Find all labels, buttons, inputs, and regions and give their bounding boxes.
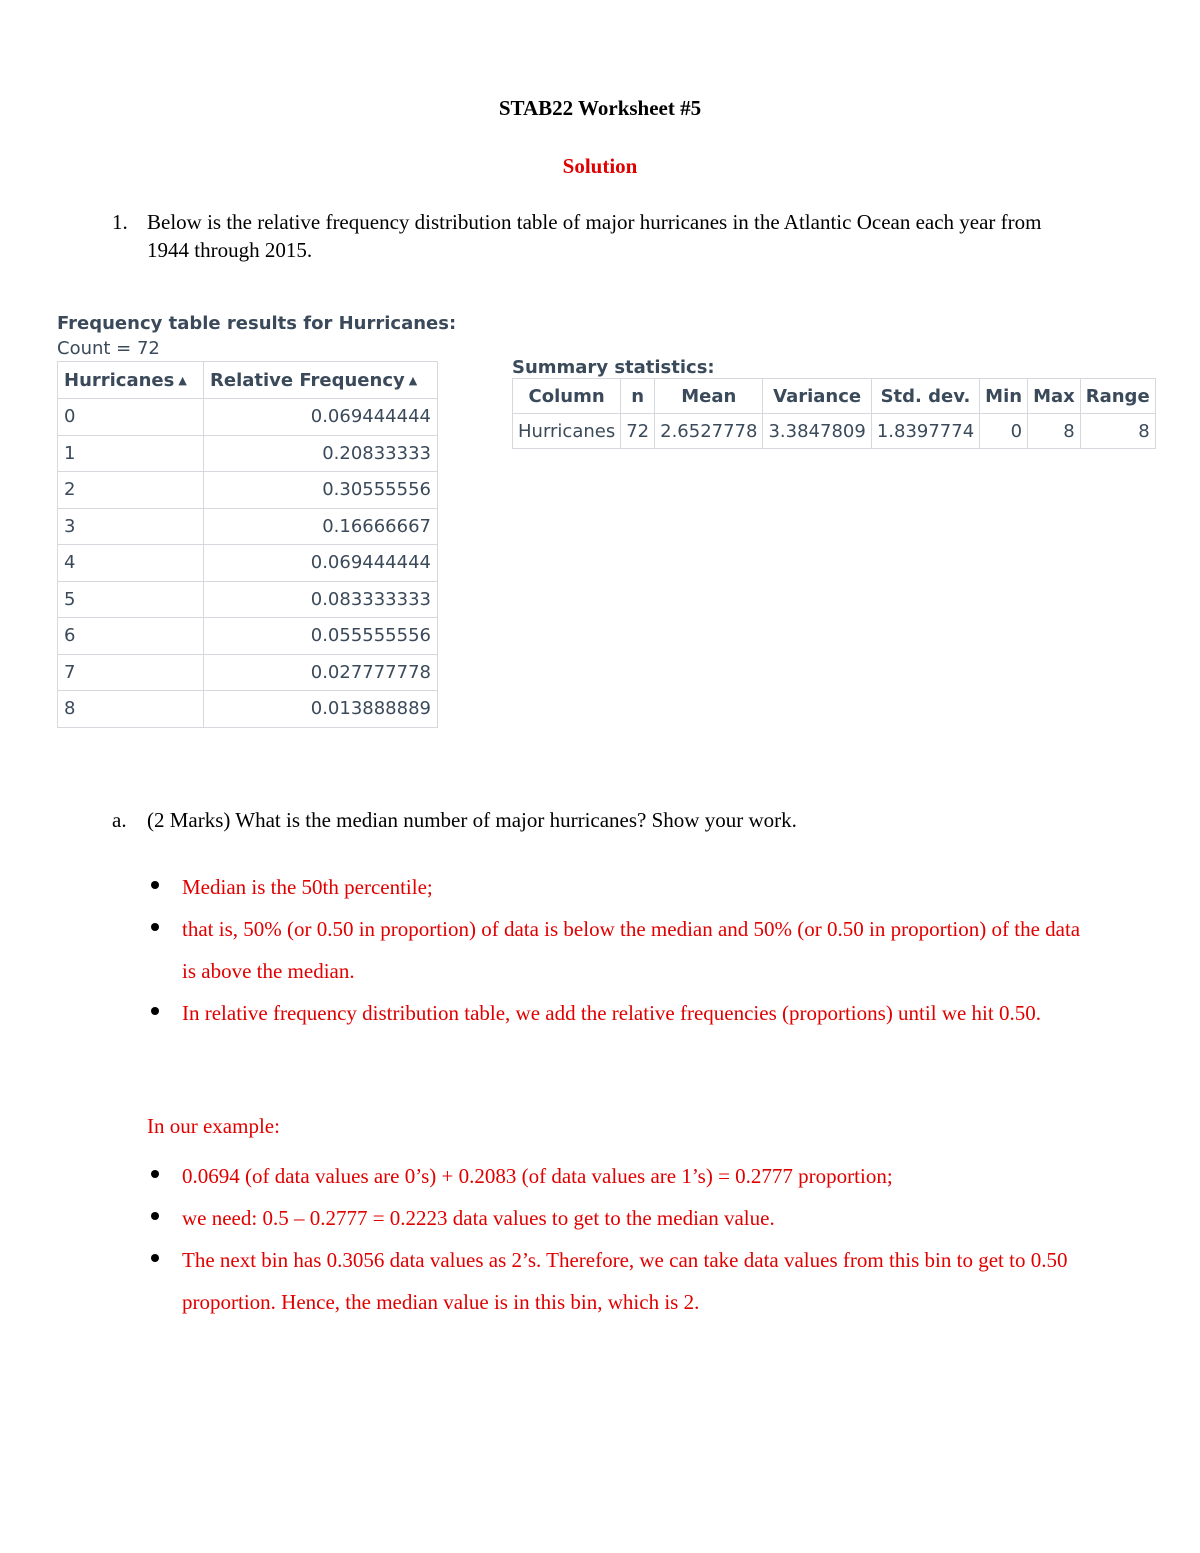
table-row [58, 508, 438, 545]
question-text: (2 Marks) What is the median number of major hurricanes? Show your work. [147, 808, 797, 832]
relative-frequency-cell: 0.013888889 [204, 691, 438, 728]
column-header: Mean [655, 379, 763, 414]
column-header: Range [1080, 379, 1155, 414]
hurricanes-cell: 0 [58, 399, 204, 436]
bullet-icon [151, 1254, 159, 1262]
relative-frequency-cell: 0.069444444 [204, 399, 438, 436]
median-explanation-list [147, 866, 1097, 1034]
list-item [147, 992, 1097, 1034]
list-item [147, 1197, 1097, 1239]
list-item-text: we need: 0.5 – 0.2777 = 0.2223 data values to get to the median value. [182, 1206, 775, 1230]
summary-cell: 3.3847809 [763, 414, 871, 449]
hurricanes-cell: 7 [58, 654, 204, 691]
frequency-table [57, 361, 438, 728]
bullet-icon [151, 923, 159, 931]
summary-cell: 1.8397774 [871, 414, 979, 449]
frequency-table-title: Frequency table results for Hurricanes: [57, 313, 457, 334]
summary-cell: 2.6527778 [655, 414, 763, 449]
column-header: Max [1028, 379, 1081, 414]
list-item [147, 908, 1097, 992]
column-header-hurricanes[interactable]: Hurricanes ▲︎ [58, 362, 204, 399]
table-row [58, 581, 438, 618]
list-item [147, 866, 1097, 908]
column-header: Std. dev. [871, 379, 979, 414]
hurricanes-cell: 5 [58, 581, 204, 618]
hurricanes-cell: 2 [58, 472, 204, 509]
table-row [58, 691, 438, 728]
summary-cell: 0 [980, 414, 1028, 449]
list-item-text: that is, 50% (or 0.50 in proportion) of data is below the median and 50% (or 0.50 in proportion) of the data is above the median. [182, 917, 1081, 983]
table-header-row [513, 379, 1156, 414]
summary-cell: 8 [1080, 414, 1155, 449]
list-item [147, 1155, 1097, 1197]
bullet-icon [151, 1007, 159, 1015]
summary-cell: 8 [1028, 414, 1081, 449]
relative-frequency-cell: 0.069444444 [204, 545, 438, 582]
list-item-text: The next bin has 0.3056 data values as 2’s. Therefore, we can take data values from this bin to get to 0.50 proportion. Hence, the median value is in this bin, which is 2. [182, 1248, 1068, 1314]
bullet-icon [151, 1212, 159, 1220]
table-row [58, 618, 438, 655]
hurricanes-cell: 1 [58, 435, 204, 472]
summary-cell: 72 [621, 414, 655, 449]
table-row [58, 654, 438, 691]
relative-frequency-cell: 0.083333333 [204, 581, 438, 618]
list-item-text: Median is the 50th percentile; [182, 875, 433, 899]
hurricanes-cell: 8 [58, 691, 204, 728]
sort-icon[interactable]: ▲︎ [178, 373, 187, 387]
column-header: Column [513, 379, 621, 414]
column-header-relative-frequency[interactable]: Relative Frequency ▲︎ [204, 362, 438, 399]
relative-frequency-cell: 0.16666667 [204, 508, 438, 545]
column-header: n [621, 379, 655, 414]
summary-cell: Hurricanes [513, 414, 621, 449]
frequency-table-count: Count = 72 [57, 338, 160, 359]
list-item [147, 1239, 1097, 1323]
list-item-text: In relative frequency distribution table, we add the relative frequencies (proportions) until we hit 0.50. [182, 1001, 1041, 1025]
question-text: Below is the relative frequency distribution table of major hurricanes in the Atlantic Ocean each year from 1944 through 2015. [147, 210, 1042, 262]
list-item-text: 0.0694 (of data values are 0’s) + 0.2083 (of data values are 1’s) = 0.2777 proportion; [182, 1164, 893, 1188]
table-row [58, 435, 438, 472]
bullet-icon [151, 1170, 159, 1178]
solution-heading: Solution [562, 154, 638, 178]
relative-frequency-cell: 0.30555556 [204, 472, 438, 509]
page-title: STAB22 Worksheet #5 [498, 96, 702, 120]
summary-statistics-title: Summary statistics: [512, 357, 715, 378]
bullet-icon [151, 881, 159, 889]
table-row [513, 414, 1156, 449]
table-row [58, 399, 438, 436]
example-steps-list [147, 1155, 1097, 1323]
hurricanes-cell: 3 [58, 508, 204, 545]
question-number: 1. [112, 210, 128, 234]
example-label: In our example: [147, 1114, 280, 1138]
column-header: Variance [763, 379, 871, 414]
relative-frequency-cell: 0.20833333 [204, 435, 438, 472]
hurricanes-cell: 6 [58, 618, 204, 655]
hurricanes-cell: 4 [58, 545, 204, 582]
table-header-row [58, 362, 438, 399]
sort-icon[interactable]: ▲︎ [408, 373, 418, 387]
summary-statistics-table [512, 378, 1156, 449]
table-row [58, 545, 438, 582]
question-number: a. [112, 808, 127, 832]
table-row [58, 472, 438, 509]
relative-frequency-cell: 0.055555556 [204, 618, 438, 655]
column-header: Min [980, 379, 1028, 414]
relative-frequency-cell: 0.027777778 [204, 654, 438, 691]
